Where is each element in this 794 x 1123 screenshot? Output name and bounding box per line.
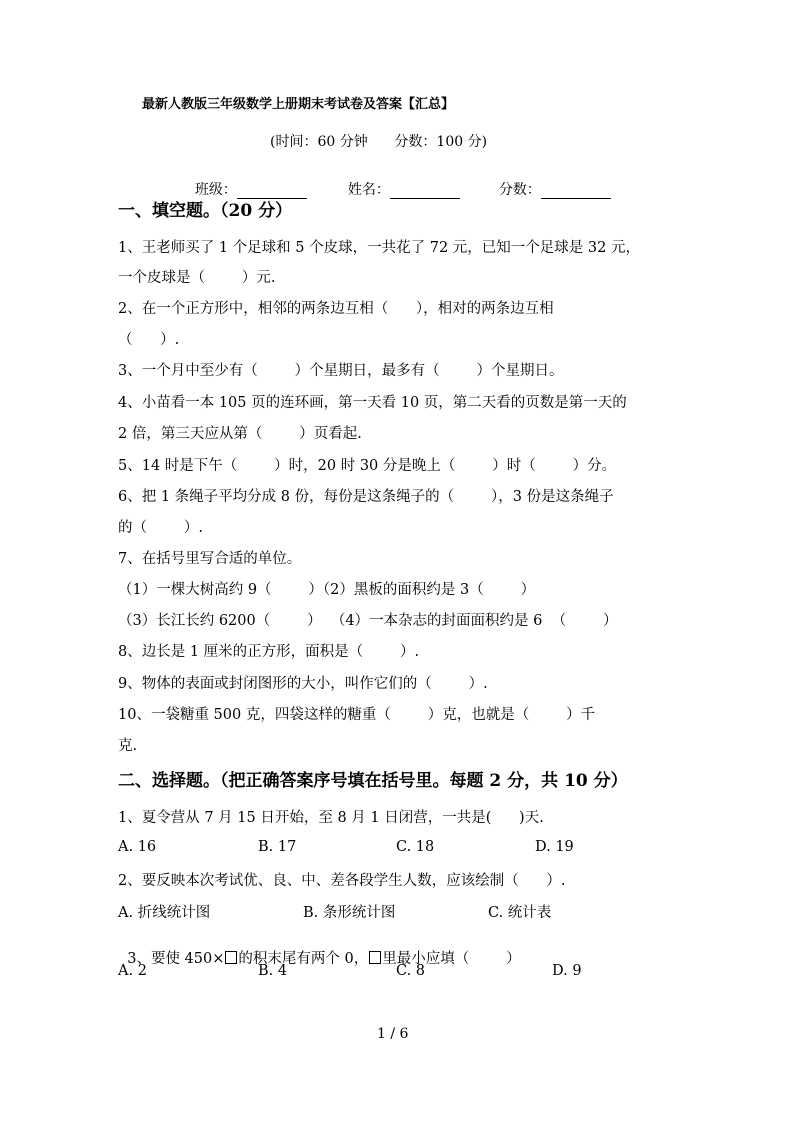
question-line: 3、一个月中至少有（ ）个星期日，最多有（ ）个星期日。 — [118, 363, 564, 379]
choice-question-3 — [118, 931, 521, 968]
score-field — [490, 163, 611, 199]
option-a: A. 折线统计图 — [118, 905, 211, 921]
option-a: A. 16 — [118, 839, 157, 855]
square-box-icon — [225, 951, 237, 964]
document-title: 最新人教版三年级数学上册期末考试卷及答案【汇总】 — [142, 97, 455, 112]
name-label: 姓名： — [347, 182, 390, 198]
question-line: 8、边长是 1 厘米的正方形，面积是（ ）. — [118, 644, 420, 660]
option-b: B. 17 — [258, 839, 297, 855]
choice-question-1: 1、夏令营从 7 月 15 日开始，至 8 月 1 日闭营，一共是( )天. — [118, 810, 544, 826]
page-number: 1 / 6 — [377, 1026, 409, 1042]
option-b: B. 4 — [258, 963, 288, 979]
q3-text-3: 里最小应填（ ） — [382, 951, 521, 967]
class-label: 班级： — [194, 182, 237, 198]
question-line: （ ）. — [118, 332, 180, 348]
question-line: 6、把 1 条绳子平均分成 8 份，每份是这条绳子的（ ），3 份是这条绳子 — [118, 489, 614, 505]
choice-question-2: 2、要反映本次考试优、良、中、差各段学生人数，应该绘制（ ）. — [118, 873, 566, 889]
q3-text-1: 3、要使 450× — [127, 951, 225, 967]
question-line: 2 倍，第三天应从第（ ）页看起. — [118, 426, 362, 442]
time-score-info: (时间：60 分钟 分数：100 分) — [270, 134, 488, 150]
option-d: D. 9 — [552, 963, 582, 979]
section1-heading: 一、填空题。（20 分） — [118, 201, 293, 221]
score-label: 分数： — [498, 182, 541, 198]
question-line: 1、王老师买了 1 个足球和 5 个皮球，一共花了 72 元，已知一个足球是 32 元， — [118, 240, 640, 256]
name-field — [339, 163, 460, 199]
question-line: 10、一袋糖重 500 克，四袋这样的糖重（ ）克，也就是（ ）千 — [118, 707, 596, 723]
question-line: 9、物体的表面或封闭图形的大小，叫作它们的（ ）. — [118, 676, 488, 692]
name-blank — [390, 184, 460, 199]
question-line: （1）一棵大树高约 9（ ）（2）黑板的面积约是 3（ ） — [118, 582, 536, 598]
class-field — [186, 163, 307, 199]
option-b: B. 条形统计图 — [303, 905, 396, 921]
option-c: C. 统计表 — [488, 905, 552, 921]
option-c: C. 18 — [396, 839, 435, 855]
q3-text-2: 的积末尾有两个 0， — [238, 951, 369, 967]
question-line: （3）长江长约 6200（ ） （4）一本杂志的封面面积约是 6 （ ） — [118, 613, 618, 629]
question-line: 克. — [118, 738, 138, 754]
question-line: 4、小苗看一本 105 页的连环画，第一天看 10 页，第二天看的页数是第一天的 — [118, 395, 627, 411]
square-box-icon — [369, 951, 381, 964]
score-blank — [541, 184, 611, 199]
question-line: 的（ ）. — [118, 520, 203, 536]
option-a: A. 2 — [118, 963, 147, 979]
option-d: D. 19 — [535, 839, 574, 855]
question-line: 7、在括号里写合适的单位。 — [118, 551, 302, 567]
question-line: 2、在一个正方形中，相邻的两条边互相（ ），相对的两条边互相 — [118, 301, 554, 317]
question-line: 5、14 时是下午（ ）时，20 时 30 分是晚上（ ）时（ ）分。 — [118, 458, 617, 474]
option-c: C. 8 — [396, 963, 426, 979]
section2-heading: 二、选择题。（把正确答案序号填在括号里。每题 2 分，共 10 分） — [118, 771, 628, 791]
question-line: 一个皮球是（ ）元. — [118, 270, 276, 286]
